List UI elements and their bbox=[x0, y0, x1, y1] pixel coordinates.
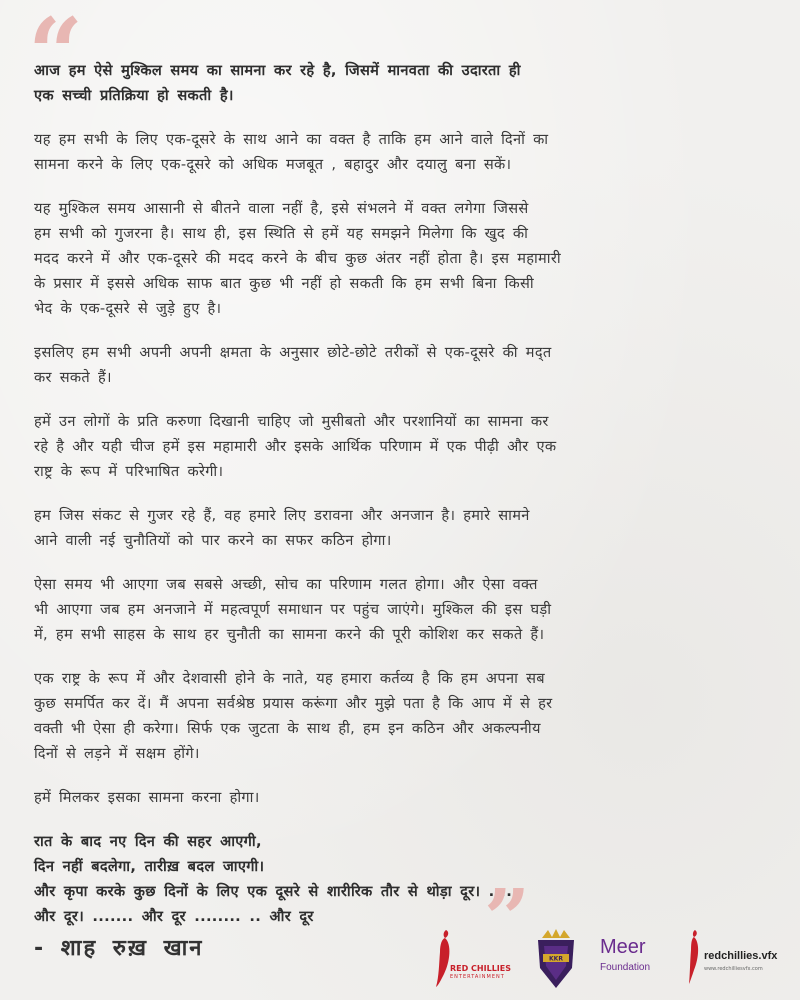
paragraph-line: एक राष्ट्र के रूप में और देशवासी होने के नाते, यह हमारा कर्तव्य है कि हम अपना सब bbox=[34, 670, 545, 687]
paragraph-line: और दूर। ....... और दूर ........ .. और दूर bbox=[34, 908, 314, 925]
paragraph-line: रहे है और यही चीज हमें इस महामारी और इसके आर्थिक परिणाम में एक पीढ़ी और एक bbox=[34, 438, 557, 455]
paragraph-line: के प्रसार में इससे अधिक साफ बात कुछ भी नहीं हो सकती कि हम सभी बिना किसी bbox=[34, 275, 534, 292]
paragraph-line: राष्ट्र के रूप में परिभाषित करेगी। bbox=[34, 463, 224, 480]
paragraph bbox=[34, 666, 774, 766]
paragraph bbox=[34, 196, 774, 321]
red-chillies-vfx-logo bbox=[684, 928, 704, 990]
paragraph-line: हम जिस संकट से गुजर रहे हैं, वह हमारे लिए डरावना और अनजान है। हमारे सामने bbox=[34, 507, 530, 524]
paragraph bbox=[34, 58, 774, 108]
paragraph bbox=[34, 503, 774, 553]
paragraph bbox=[34, 785, 774, 810]
open-quote-mark: “ bbox=[28, 0, 84, 110]
red-chillies-logo bbox=[430, 928, 511, 992]
sponsor-logos bbox=[430, 928, 790, 994]
close-quote-mark: ” bbox=[484, 871, 531, 965]
paragraph-line: भेद के एक-दूसरे से जुड़े हुए है। bbox=[34, 300, 222, 317]
paragraph bbox=[34, 572, 774, 647]
kkr-crest-icon bbox=[534, 928, 578, 990]
paragraph-line: यह मुश्किल समय आसानी से बीतने वाला नहीं है, इसे संभलने में वक्त लगेगा जिससे bbox=[34, 200, 529, 217]
paragraph-line: कर सकते हैं। bbox=[34, 369, 112, 386]
red-chillies-vfx-url: www.redchilliesvfx.com bbox=[704, 966, 763, 972]
paragraph-line: वक्ती भी ऐसा ही करेगा। सिर्फ एक जुटता के साथ ही, हम इन कठिन और अकल्पनीय bbox=[34, 720, 541, 737]
paragraph-line: हम सभी को गुजरना है। साथ ही, इस स्थिति से हमें यह समझने मिलेगा कि खुद की bbox=[34, 225, 529, 242]
paragraph-line: आज हम ऐसे मुश्किल समय का सामना कर रहे है, जिसमें मानवता की उदारता ही bbox=[34, 62, 521, 79]
kkr-logo bbox=[534, 928, 578, 994]
paragraph-line: और कृपा करके कुछ दिनों के लिए एक दूसरे से शारीरिक तौर से थोड़ा दूर। ..... bbox=[34, 883, 518, 900]
red-chillies-vfx-text: redchillies.vfx bbox=[704, 950, 778, 962]
red-chillies-sub: ENTERTAINMENT bbox=[450, 974, 505, 980]
paragraph bbox=[34, 829, 774, 929]
paragraph-line: हमें मिलकर इसका सामना करना होगा। bbox=[34, 789, 260, 806]
paragraph-line: दिन नहीं बदलेगा, तारीख़ बदल जाएगी। bbox=[34, 858, 265, 875]
chili-outline-icon bbox=[684, 928, 704, 986]
paragraph-line: हमें उन लोगों के प्रति करुणा दिखानी चाहिए जो मुसीबतो और परशानियों का सामना कर bbox=[34, 413, 549, 430]
paragraph bbox=[34, 409, 774, 484]
paragraph bbox=[34, 127, 774, 177]
meer-logo-word: Meer bbox=[600, 936, 646, 958]
paragraph-line: कुछ समर्पित कर दें। मैं अपना सर्वश्रेष्ठ प्रयास करूंगा और मुझे पता है कि आप में से हर bbox=[34, 695, 553, 712]
paragraph bbox=[34, 340, 774, 390]
paragraph-line: रात के बाद नए दिन की सहर आएगी, bbox=[34, 833, 262, 850]
paragraph-line: ऐसा समय भी आएगा जब सबसे अच्छी, सोच का परिणाम गलत होगा। और ऐसा वक्त bbox=[34, 576, 538, 593]
paragraph-line: मदद करने में और एक-दूसरे की मदद करने के बीच कुछ अंतर नहीं होता है। इस महामारी bbox=[34, 250, 561, 267]
meer-logo-sub: Foundation bbox=[600, 962, 651, 973]
letter-body bbox=[34, 58, 774, 948]
paragraph-line: भी आएगा जब हम अनजाने में महत्वपूर्ण समाधान पर पहुंच जाएंगे। मुश्किल की इस घड़ी bbox=[34, 601, 552, 618]
signature: - शाह रुख़ खान bbox=[34, 936, 204, 961]
paragraph-line: एक सच्ची प्रतिक्रिया हो सकती है। bbox=[34, 87, 234, 104]
paragraph-line: यह हम सभी के लिए एक-दूसरे के साथ आने का वक्त है ताकि हम आने वाले दिनों का bbox=[34, 131, 549, 148]
paragraph-line: दिनों से लड़ने में सक्षम होंगे। bbox=[34, 745, 200, 762]
paragraph-line: इसलिए हम सभी अपनी अपनी क्षमता के अनुसार छोटे-छोटे तरीकों से एक-दूसरे की मद्त bbox=[34, 344, 552, 361]
paragraph-line: आने वाली नई चुनौतियों को पार करने का सफर कठिन होगा। bbox=[34, 532, 392, 549]
red-chillies-name: RED CHILLIES bbox=[450, 964, 511, 973]
paragraph-line: सामना करने के लिए एक-दूसरे को अधिक मजबूत , बहादुर और दयालु बना सकें। bbox=[34, 156, 512, 173]
svg-text:KKR: KKR bbox=[549, 955, 563, 963]
paragraph-line: में, हम सभी साहस के साथ हर चुनौती का सामना करने की पूरी कोशिश कर सकते हैं। bbox=[34, 626, 545, 643]
